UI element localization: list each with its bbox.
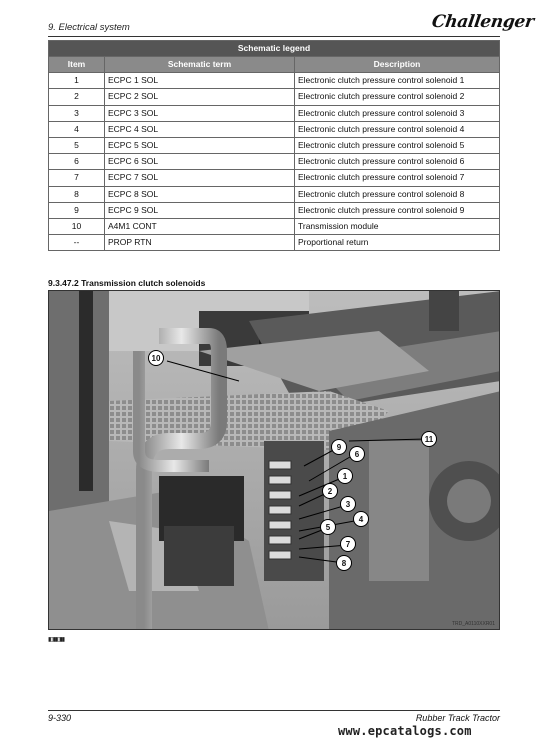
item-cell: 10	[49, 218, 105, 234]
item-cell: 6	[49, 154, 105, 170]
item-cell: 3	[49, 105, 105, 121]
header-rule	[48, 36, 500, 37]
table-row	[49, 89, 500, 105]
table-row	[49, 121, 500, 137]
description-cell: Electronic clutch pressure control solenoid 4	[295, 121, 500, 137]
description-cell: Transmission module	[295, 218, 500, 234]
watermark-url: www.epcatalogs.com	[338, 724, 472, 738]
callout-5: 5	[320, 519, 336, 535]
callout-1: 1	[337, 468, 353, 484]
callout-7: 7	[340, 536, 356, 552]
description-cell: Electronic clutch pressure control solenoid 9	[295, 202, 500, 218]
term-cell: ECPC 2 SOL	[105, 89, 295, 105]
term-cell: ECPC 9 SOL	[105, 202, 295, 218]
description-cell: Electronic clutch pressure control solenoid 5	[295, 137, 500, 153]
item-cell: 7	[49, 170, 105, 186]
term-cell: ECPC 4 SOL	[105, 121, 295, 137]
table-row	[49, 186, 500, 202]
callout-6: 6	[349, 446, 365, 462]
table-row	[49, 137, 500, 153]
table-row	[49, 170, 500, 186]
description-cell: Electronic clutch pressure control solenoid 8	[295, 186, 500, 202]
callout-11: 11	[421, 431, 437, 447]
item-cell: --	[49, 235, 105, 251]
description-cell: Proportional return	[295, 235, 500, 251]
table-row	[49, 235, 500, 251]
term-cell: ECPC 6 SOL	[105, 154, 295, 170]
footer-rule	[48, 710, 500, 711]
solenoid-photo	[48, 290, 500, 630]
term-cell: ECPC 8 SOL	[105, 186, 295, 202]
term-cell: ECPC 5 SOL	[105, 137, 295, 153]
table-body	[49, 73, 500, 251]
item-cell: 8	[49, 186, 105, 202]
product-name: Rubber Track Tractor	[415, 713, 500, 723]
barcode-glyph: ▮▯▮▮▯▮▮	[48, 637, 65, 643]
schematic-legend-table	[48, 40, 500, 251]
callout-3: 3	[340, 496, 356, 512]
term-cell: ECPC 7 SOL	[105, 170, 295, 186]
figure-reference: TRD_A0110XXR01	[452, 621, 495, 627]
brand-logo: Challenger	[430, 12, 536, 32]
description-cell: Electronic clutch pressure control solenoid 1	[295, 73, 500, 89]
term-cell: PROP RTN	[105, 235, 295, 251]
term-cell: ECPC 3 SOL	[105, 105, 295, 121]
description-cell: Electronic clutch pressure control solenoid 7	[295, 170, 500, 186]
item-cell: 9	[49, 202, 105, 218]
column-header-term: Schematic term	[105, 57, 295, 73]
column-header-item: Item	[49, 57, 105, 73]
item-cell: 4	[49, 121, 105, 137]
description-cell: Electronic clutch pressure control solenoid 6	[295, 154, 500, 170]
term-cell: ECPC 1 SOL	[105, 73, 295, 89]
table-caption: Schematic legend	[49, 41, 500, 57]
table-row	[49, 73, 500, 89]
page-number: 9-330	[48, 713, 72, 723]
item-cell: 1	[49, 73, 105, 89]
column-header-description: Description	[295, 57, 500, 73]
callout-4: 4	[353, 511, 369, 527]
table-row	[49, 105, 500, 121]
item-cell: 2	[49, 89, 105, 105]
table-row	[49, 202, 500, 218]
callout-10: 10	[148, 350, 164, 366]
callout-9: 9	[331, 439, 347, 455]
callout-8: 8	[336, 555, 352, 571]
section-title: 9. Electrical system	[48, 22, 130, 33]
term-cell: A4M1 CONT	[105, 218, 295, 234]
description-cell: Electronic clutch pressure control solenoid 3	[295, 105, 500, 121]
table-row	[49, 154, 500, 170]
description-cell: Electronic clutch pressure control solenoid 2	[295, 89, 500, 105]
callout-2: 2	[322, 483, 338, 499]
item-cell: 5	[49, 137, 105, 153]
figure-title: 9.3.47.2 Transmission clutch solenoids	[48, 278, 206, 288]
table-row	[49, 218, 500, 234]
